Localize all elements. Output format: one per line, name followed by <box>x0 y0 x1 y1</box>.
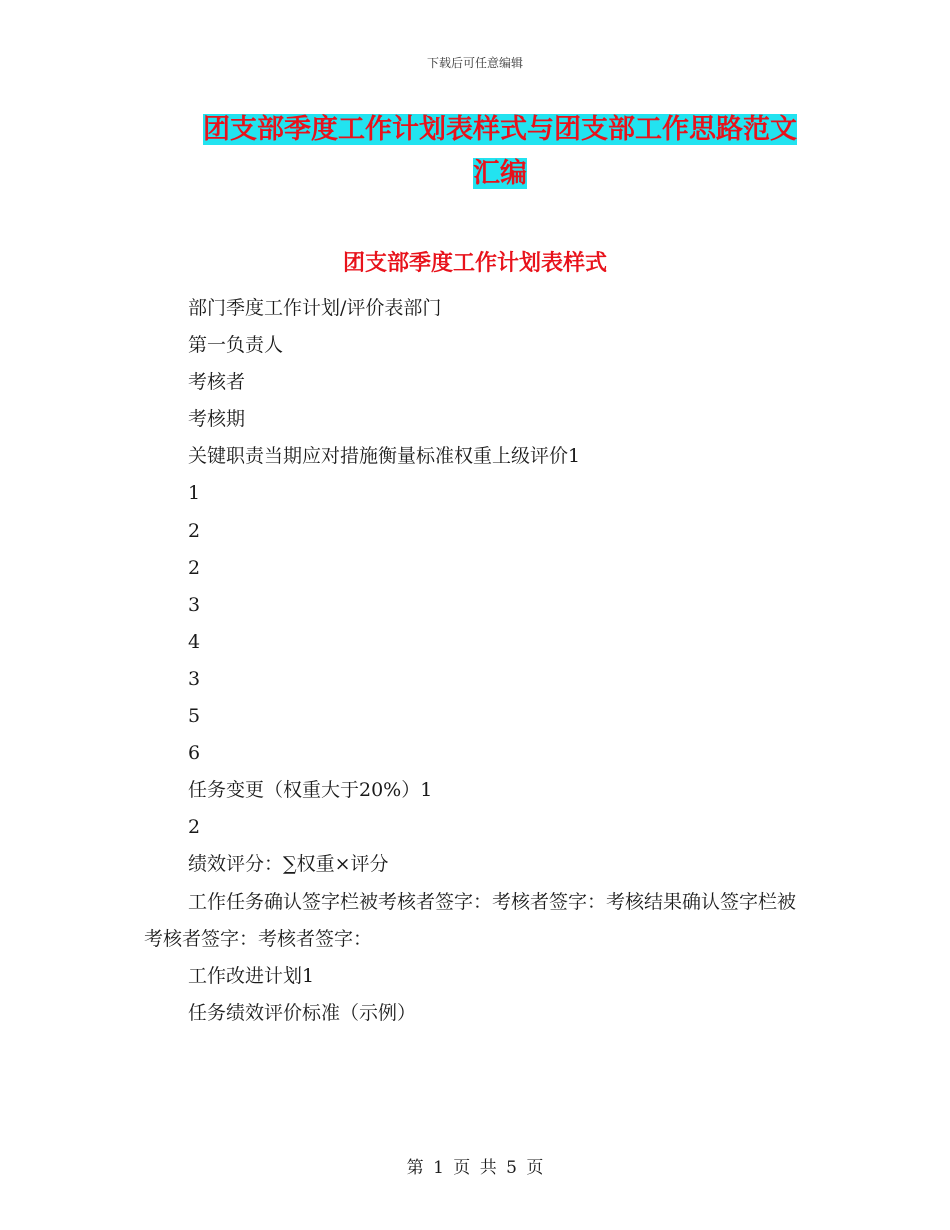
body-line: 任务绩效评价标准（示例） <box>188 1001 417 1024</box>
body-line: 2 <box>188 556 201 579</box>
body-line: 工作改进计划1 <box>188 964 315 987</box>
page-header-note: 下载后可任意编辑 <box>426 56 523 70</box>
body-line: 6 <box>188 742 201 765</box>
body-line: 任务变更（权重大于20%）1 <box>188 779 433 802</box>
body-line: 2 <box>188 816 201 839</box>
body-line: 考核期 <box>188 408 246 431</box>
body-line: 部门季度工作计划/评价表部门 <box>188 297 442 319</box>
document-title <box>190 108 810 196</box>
body-line: 4 <box>188 630 201 653</box>
body-line: 考核者 <box>188 371 246 394</box>
body-line: 1 <box>188 482 201 505</box>
body-paragraph: 工作任务确认签字栏被考核者签字：考核者签字：考核结果确认签字栏被考核者签字：考核者签字： <box>144 890 797 950</box>
page-number-footer: 第 1 页 共 5 页 <box>406 1158 544 1178</box>
body-line: 5 <box>188 705 201 728</box>
body-line: 3 <box>188 667 201 690</box>
body-line: 关键职责当期应对措施衡量标准权重上级评价1 <box>188 445 581 468</box>
body-line: 绩效评分：∑权重×评分 <box>188 853 389 876</box>
body-line: 2 <box>188 519 201 542</box>
document-title-text: 团支部季度工作计划表样式与团支部工作思路范文汇编 <box>203 114 797 189</box>
section-title: 团支部季度工作计划表样式 <box>342 251 607 276</box>
document-body <box>144 290 804 1032</box>
body-line: 3 <box>188 593 201 616</box>
body-line: 第一负责人 <box>188 334 284 357</box>
